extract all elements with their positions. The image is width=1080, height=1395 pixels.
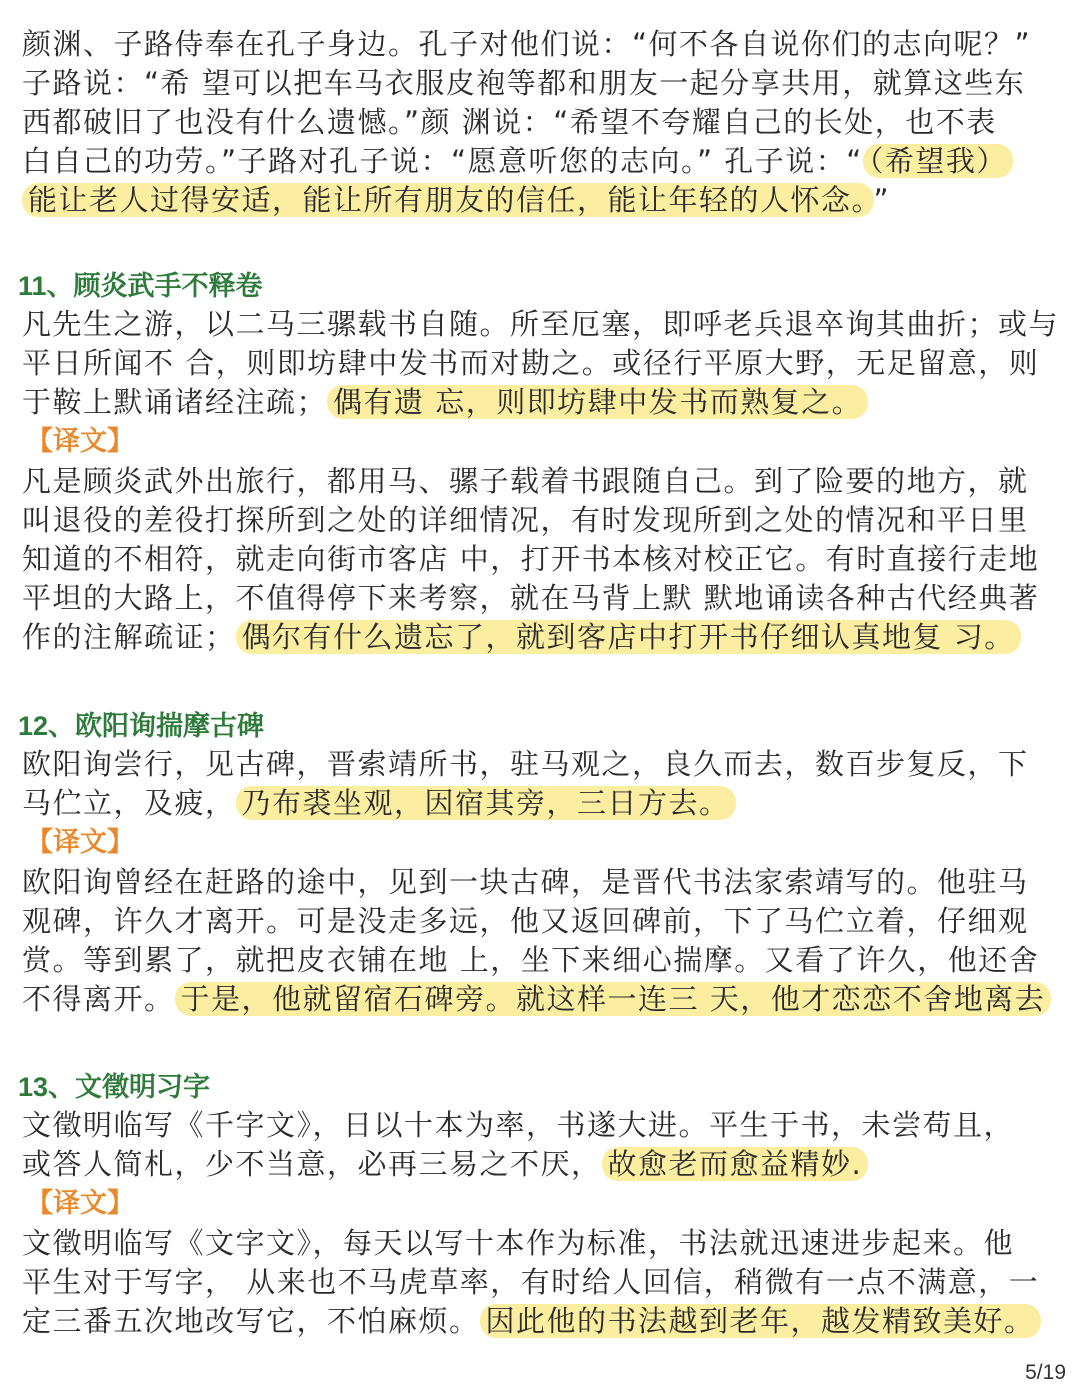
line-text: 于鞍上默诵诸经注疏； bbox=[22, 385, 328, 419]
text-line bbox=[22, 1106, 1062, 1145]
original-text bbox=[22, 1106, 1062, 1184]
text-line bbox=[22, 618, 1062, 657]
highlighted-text: 故愈老而愈益精妙. bbox=[602, 1147, 869, 1181]
highlighted-text: 因此他的书法越到老年，越发精致美好。 bbox=[480, 1304, 1041, 1338]
line-text: 子路说：“希 望可以把车马衣服皮袍等都和朋友一起分享共用，就算这些东 bbox=[22, 66, 1026, 100]
line-text: 白自己的功劳。”子路对孔子说：“愿意听您的志向。” 孔子说：“ bbox=[22, 144, 863, 178]
text-line bbox=[22, 579, 1062, 618]
line-text: 平日所闻不 合，则即坊肆中发书而对勘之。或径行平原大野，无足留意，则 bbox=[22, 346, 1040, 380]
line-text: 作的注解疏证； bbox=[22, 620, 236, 654]
text-line bbox=[22, 941, 1062, 980]
line-text: 欧阳询尝行，见古碑，晋索靖所书，驻马观之，良久而去，数百步复反，下 bbox=[22, 747, 1029, 781]
text-line bbox=[22, 980, 1062, 1019]
highlighted-text: 乃布裘坐观，因宿其旁，三日方去。 bbox=[236, 786, 736, 820]
text-line bbox=[22, 1224, 1062, 1263]
line-text: 平坦的大路上，不值得停下来考察，就在马背上默 默地诵读各种古代经典著 bbox=[22, 581, 1040, 615]
line-text: ” bbox=[873, 183, 891, 217]
highlighted-text: 能让老人过得安适，能让所有朋友的信任，能让年轻的人怀念。 bbox=[22, 183, 874, 217]
line-text: 知道的不相符，就走向街市客店 中，打开书本核对校正它。有时直接行走地 bbox=[22, 542, 1040, 576]
text-line bbox=[22, 1302, 1062, 1341]
highlighted-text: 偶尔有什么遗忘了，就到客店中打开书仔细认真地复 习。 bbox=[236, 620, 1021, 654]
line-text: 不得离开。 bbox=[22, 982, 175, 1016]
text-line bbox=[22, 103, 1062, 142]
text-line bbox=[22, 181, 1062, 220]
translation-text bbox=[22, 863, 1062, 1019]
line-text: 叫退役的差役打探所到之处的详细情况，有时发现所到之处的情况和平日里 bbox=[22, 503, 1029, 537]
text-line bbox=[22, 462, 1062, 501]
intro-paragraph bbox=[22, 25, 1062, 220]
text-line bbox=[22, 540, 1062, 579]
text-line bbox=[22, 863, 1062, 902]
page-number: 5/19 bbox=[1025, 1361, 1066, 1384]
line-text: 定三番五次地改写它，不怕麻烦。 bbox=[22, 1304, 480, 1338]
line-text: 颜渊、子路侍奉在孔子身边。孔子对他们说：“何不各自说你们的志向呢？” bbox=[22, 27, 1032, 61]
section-heading: 11、顾炎武手不释卷 bbox=[18, 271, 263, 301]
line-text: 文徵明临写《文字文》，每天以写十本作为标准，书法就迅速进步起来。他 bbox=[22, 1226, 1015, 1260]
line-text: 欧阳询曾经在赶路的途中，见到一块古碑，是晋代书法家索靖写的。他驻马 bbox=[22, 865, 1029, 899]
section-12 bbox=[18, 707, 1062, 1019]
line-text: 或答人简札，少不当意，必再三易之不厌， bbox=[22, 1147, 602, 1181]
text-line bbox=[22, 25, 1062, 64]
line-text: 凡先生之游，以二马三骡载书自随。所至厄塞，即呼老兵退卒询其曲折；或与 bbox=[22, 307, 1060, 341]
text-line bbox=[22, 142, 1062, 181]
text-line bbox=[22, 1263, 1062, 1302]
line-text: 西都破旧了也没有什么遗憾。”颜 渊说：“希望不夸耀自己的长处，也不表 bbox=[22, 105, 997, 139]
text-line bbox=[22, 344, 1062, 383]
line-text: 平生对于写字， 从来也不马虎草率，有时给人回信，稍微有一点不满意，一 bbox=[22, 1265, 1040, 1299]
text-line bbox=[22, 64, 1062, 103]
text-line bbox=[22, 1145, 1062, 1184]
translation-text bbox=[22, 462, 1062, 657]
highlighted-text: （希望我） bbox=[863, 144, 1013, 178]
translation-text bbox=[22, 1224, 1062, 1341]
translation-label: 【译文】 bbox=[26, 827, 134, 858]
line-text: 赏。等到累了，就把皮衣铺在地 上，坐下来细心揣摩。又看了许久，他还舍 bbox=[22, 943, 1040, 977]
text-line bbox=[22, 902, 1062, 941]
section-heading: 12、欧阳询揣摩古碑 bbox=[18, 711, 265, 741]
line-text: 观碑，许久才离开。可是没走多远，他又返回碑前，下了马伫立着，仔细观 bbox=[22, 904, 1029, 938]
text-line bbox=[22, 305, 1062, 344]
highlighted-text: 于是，他就留宿石碑旁。就这样一连三 天，他才恋恋不舍地离去 bbox=[175, 982, 1052, 1016]
text-line bbox=[22, 745, 1062, 784]
translation-label: 【译文】 bbox=[26, 426, 134, 457]
section-13 bbox=[18, 1068, 1062, 1341]
line-text: 马伫立，及疲， bbox=[22, 786, 236, 820]
original-text bbox=[22, 745, 1062, 823]
text-line bbox=[22, 383, 1062, 422]
text-line bbox=[22, 501, 1062, 540]
line-text: 凡是顾炎武外出旅行，都用马、骡子载着书跟随自己。到了险要的地方，就 bbox=[22, 464, 1029, 498]
translation-label: 【译文】 bbox=[26, 1188, 134, 1219]
highlighted-text: 偶有遗 忘，则即坊肆中发书而熟复之。 bbox=[327, 385, 868, 419]
original-text bbox=[22, 305, 1062, 422]
line-text: 文徵明临写《千字文》，日以十本为率，书遂大进。平生于书，未尝苟且， bbox=[22, 1108, 1015, 1142]
section-11 bbox=[18, 267, 1062, 657]
text-line bbox=[22, 784, 1062, 823]
section-heading: 13、文徵明习字 bbox=[18, 1072, 211, 1102]
